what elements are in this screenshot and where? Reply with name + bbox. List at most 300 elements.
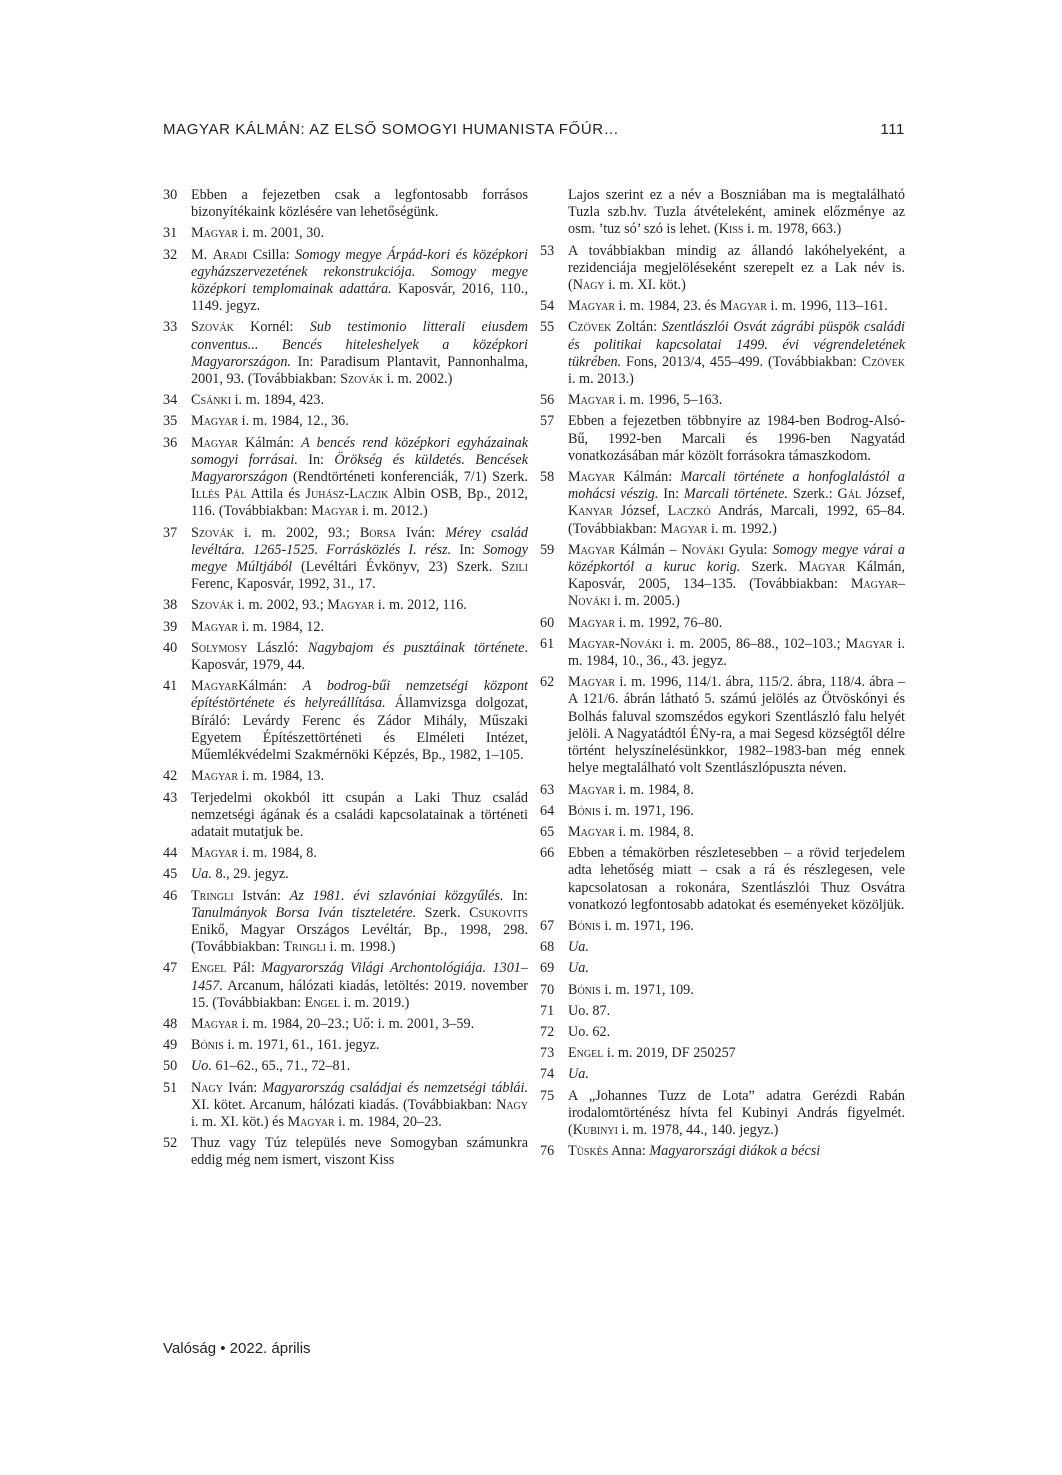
author-name: Engel (191, 960, 227, 977)
text-run: A „Johannes Tuzz de Lota” adatra Gerézdi Rabán irodalomtörténész hívta fel Kubinyi András figyelmét. ( (568, 1087, 905, 1138)
author-name: Magyar (287, 1113, 335, 1130)
footnote (163, 790, 528, 842)
footnote (540, 615, 905, 632)
text-run: i. m. 2002.) (383, 371, 453, 388)
author-name: Engel (304, 994, 340, 1011)
footnote-continuation (540, 187, 905, 239)
italic-title: Szentlászlói Osvát zágrábi püspök családi és politikai kapcsolatai 1499. évi végrendeletének tükrében. (568, 319, 906, 370)
text-run: Thuz vagy Túz település neve Somogyban számunkra eddig még nem ismert, viszont Kiss (191, 1135, 528, 1169)
footnote-text (568, 1066, 905, 1083)
text-run: Uo. 62. (568, 1023, 611, 1040)
footnote-text (568, 1003, 905, 1020)
footnote-text (191, 1037, 528, 1054)
footnote-number: 36 (163, 434, 178, 451)
text-run: i. m. 1971, 196. (600, 802, 694, 819)
footnote (540, 1143, 905, 1160)
text-run: Kálmán, Kaposvár, 2005, 134–135. (Továbbiakban: (568, 559, 905, 593)
author-name: Nagy (496, 1096, 528, 1113)
author-name: Magyar (191, 618, 239, 635)
footnote (163, 1058, 528, 1075)
author-name: Magyar (191, 1015, 239, 1032)
text-run: Kornél: (233, 319, 310, 336)
footnote-text (568, 319, 905, 388)
text-run: László: (247, 639, 308, 656)
footnote-number: 56 (540, 392, 555, 409)
footnote-number: 35 (163, 413, 178, 430)
author-name: Magyar (719, 298, 767, 315)
text-run: Arcanum, hálózati kiadás, letöltés: 2019. november 15. (Továbbiakban: (191, 977, 528, 1011)
text-run: Attila és (246, 486, 306, 503)
text-run: i. m. 1971, 61., 161. jegyz. (223, 1037, 380, 1054)
italic-title: Uo. (191, 1058, 212, 1075)
author-name: Czövek (861, 353, 905, 370)
text-run: Kálmán: (238, 434, 302, 451)
text-run: In: (658, 486, 684, 503)
footnote-number: 52 (163, 1135, 178, 1152)
footnote (540, 1088, 905, 1140)
text-run: i. m. 2005, 86–88., 102–103.; (662, 635, 846, 652)
footnote (163, 678, 528, 764)
footnote-text (568, 824, 905, 841)
footnote-number: 43 (163, 789, 178, 806)
footnote-number: 40 (163, 639, 178, 656)
text-run: i. m. 1984, 10., 36., 43. jegyz. (568, 635, 905, 670)
footnote (163, 187, 528, 221)
text-run: Csilla: (247, 246, 296, 263)
footnote (540, 782, 905, 799)
footnote (163, 640, 528, 674)
italic-title: Ua. (568, 1066, 589, 1083)
footnote-text (568, 413, 905, 465)
footnote-number: 54 (540, 298, 555, 315)
text-run: i. m. 2019, DF 250257 (603, 1045, 736, 1062)
author-name: Magyar (568, 674, 616, 691)
running-header (163, 121, 905, 145)
footnote-text (191, 1016, 528, 1033)
author-name: Czövek (568, 319, 612, 336)
text-run: Lajos szerint ez a név a Boszniában ma is megtalálható Tuzla szb.hv. Tuzla átvételeként, aminek előzménye az osm. ’tuz só’ szó is lehet. ( (568, 187, 905, 238)
author-name: Gál (837, 486, 862, 503)
author-name: Bónis (568, 917, 601, 934)
text-run: i. m. 1984, 12., 36. (238, 413, 349, 430)
footnote-text (568, 542, 905, 611)
footnote-number: 51 (163, 1079, 178, 1096)
italic-title: Tanulmányok Borsa Iván tiszteletére. (191, 904, 417, 921)
footnote (163, 1135, 528, 1169)
footnote-text (568, 615, 905, 632)
footnote (540, 392, 905, 409)
footnote-text (191, 640, 528, 674)
italic-title: Az 1981. évi szlavóniai közgyűlés. (289, 887, 504, 904)
author-name: Bónis (191, 1037, 224, 1054)
text-run: i. m. 1996, 114/1. ábra, 115/2. ábra, 118/4. ábra – A 121/6. ábrán látható 5. számú jelölés az Ötvöskónyi és Bolhás faluval szomszédos egykori Szentlászló falu helyét jelöli. A Nagyatádtól ÉNy-ra, a mai Segesd községtől délre történt helyszínelésünkkor, 1982–1983-ban még ennek helye megtalálható volt Szentlászlópuszta néven. (568, 674, 905, 777)
footnote (163, 1037, 528, 1054)
footnote-number: 65 (540, 823, 555, 840)
footnote (163, 1016, 528, 1033)
footnote-number: 64 (540, 802, 555, 819)
author-name: Szili (501, 559, 528, 576)
footnote-text (191, 960, 528, 1012)
footnote-number: 38 (163, 597, 178, 614)
italic-title: Magyarország Világi Archontológiája. 1301–1457. (191, 960, 528, 994)
footnote-number: 34 (163, 392, 178, 409)
footnote-number: 60 (540, 614, 555, 631)
text-run: Anna: (608, 1143, 650, 1160)
footnote (163, 619, 528, 636)
footnote-text (568, 782, 905, 799)
author-name: Magyar (568, 469, 616, 486)
footnote (540, 1045, 905, 1062)
text-run: Albin OSB, Bp., 2012, 116. (Továbbiakban: (191, 486, 528, 520)
text-run: Szerk. (416, 904, 470, 921)
italic-title: Örökség és küldetés. Bencések Magyarországon (191, 451, 529, 486)
text-run: András, Marcali, 1992, 65–84. (Továbbiakban: (568, 503, 905, 537)
author-name: Magyar (568, 298, 616, 315)
text-run: Iván: (222, 1079, 263, 1096)
author-name: Kiss (718, 221, 744, 238)
text-run: i. m. 1978, 44., 140. jegyz.) (617, 1121, 779, 1138)
author-name: Magyar (191, 225, 239, 242)
footnote (163, 247, 528, 316)
author-name: Bónis (568, 981, 601, 998)
footnotes-left-column (163, 187, 528, 1174)
italic-title: Somogy megye Árpád-kori és középkori egyházszervezetének rekonstrukciója. Somogy megye középkori templomainak adattára. (191, 246, 528, 298)
footnote-number: 45 (163, 866, 178, 883)
footnote-number: 30 (163, 187, 178, 203)
text-run: i. m. 2013.) (568, 371, 634, 388)
footnote (540, 803, 905, 820)
italic-title: Ua. (568, 960, 589, 977)
footnote-number: 72 (540, 1023, 555, 1040)
footnote (540, 824, 905, 841)
footnote (163, 413, 528, 430)
text-run: In: (297, 451, 335, 468)
text-run: Ferenc, Kaposvár, 1992, 31., 17. (191, 576, 376, 593)
footnote-text (191, 225, 528, 242)
text-run: Enikő, Magyar Országos Levéltár, Bp., 1998, 298. (Továbbiakban: (191, 921, 528, 956)
footer-publication: Valóság • 2022. április (163, 1340, 311, 1357)
footnote-number: 32 (163, 246, 178, 263)
author-name: Magyar (568, 614, 616, 631)
footnote (540, 939, 905, 956)
author-name: Bónis (568, 802, 601, 819)
text-run: Terjedelmi okokból itt csupán a Laki Thuz család nemzetségi ágának és a családi kapcsolatainak a történeti adatait mutatjuk be. (191, 789, 528, 840)
footnote-number: 50 (163, 1058, 178, 1075)
footnote-number: 66 (540, 845, 555, 862)
text-run: XI. kötet. Arcanum, hálózati kiadás. (Továbbiakban: (191, 1096, 497, 1113)
author-name: Magyar (568, 823, 616, 840)
footnote-number: 42 (163, 768, 178, 785)
text-run: (Rendtörténeti konferenciák, 7/1) Szerk. (287, 469, 528, 486)
author-name: Magyar (311, 503, 359, 520)
author-name: Nagy (191, 1079, 223, 1096)
author-name: Magyar (798, 559, 846, 576)
footnote-number: 41 (163, 678, 178, 695)
author-name: Magyar (191, 845, 239, 862)
footnote-text (568, 1024, 905, 1041)
author-name: Magyar–Nováki (568, 576, 905, 610)
author-name: Magyar (845, 635, 893, 652)
footnote-number: 53 (540, 242, 555, 259)
italic-title: Somogy megye várai a középkortól a kuruc korig. (568, 541, 905, 576)
footnote-text (191, 392, 528, 409)
author-name: Magyar (568, 392, 616, 409)
italic-title: Magyarország családjai és nemzetségi táblái. (262, 1079, 528, 1096)
footnote-text (568, 982, 905, 999)
footnote-text (191, 1135, 528, 1169)
text-run: Zoltán: (611, 319, 662, 336)
text-run: . Kaposvár, 1979, 44. (191, 639, 528, 674)
author-name: Magyar (191, 768, 239, 785)
text-run: A továbbiakban mindig az állandó lakóhelyeként, a rezidenciája megjelöléseként szerepelt ez a Lak név is. ( (568, 242, 905, 294)
text-run: i. m. 1998.) (325, 939, 396, 956)
italic-title: Ua. (191, 866, 212, 883)
footnote-number: 33 (163, 319, 178, 336)
text-run: Ebben a fejezetben többnyire az 1984-ben Bodrog-Alsó-Bű, 1992-ben Marcali és 1996-ben Nagyatád vonatkozásában már közölt forrásokra támaszkodom. (568, 413, 905, 464)
footnote-number: 55 (540, 319, 555, 336)
footnote-number: 31 (163, 225, 178, 242)
author-name: Szovák (191, 597, 234, 614)
text-run: (Levéltári Évkönyv, 23) Szerk. (292, 559, 502, 576)
footnote (163, 319, 528, 388)
footnote (540, 636, 905, 670)
text-run: Iván: (395, 524, 446, 541)
text-run: István: (233, 887, 290, 904)
text-run: i. m. 1984, 12. (238, 618, 324, 635)
footnote-text (191, 597, 528, 614)
footnote-text (191, 247, 528, 316)
author-name: Nagy (572, 277, 605, 294)
author-name: Magyar (568, 541, 616, 558)
text-run: Kálmán – (615, 541, 682, 558)
text-run: 61–62., 65., 71., 72–81. (211, 1058, 351, 1075)
text-run: Kálmán: (238, 678, 303, 695)
text-run: 8., 29. jegyz. (211, 866, 289, 883)
footnote (540, 319, 905, 388)
text-run: i. m. 1984, 20–23. (334, 1113, 442, 1130)
footnote-text (191, 790, 528, 842)
text-run: József, (612, 503, 668, 520)
footnote-number: 68 (540, 939, 555, 956)
author-name: Engel (568, 1045, 604, 1062)
author-name: Illés Pál (191, 486, 247, 503)
text-run: i. m. 1984, 8. (238, 845, 317, 862)
text-run: i. m. XI. köt.) és (191, 1113, 288, 1130)
footnote-text (191, 1080, 528, 1132)
author-name: Csánki (191, 392, 232, 409)
footnote (540, 1024, 905, 1041)
footnote-number: 57 (540, 413, 555, 430)
italic-title: Marcali története a honfoglalástól a mohácsi vészig. (568, 469, 905, 503)
footnote-text (568, 636, 905, 670)
text-run: Gyula: (724, 541, 773, 558)
footnote (540, 982, 905, 999)
text-run: i. m. 1971, 109. (600, 981, 694, 998)
footnote (163, 888, 528, 957)
italic-title: A bencés rend középkori egyházainak somogyi forrásai. (191, 434, 529, 468)
author-name: Magyar (191, 434, 239, 451)
text-run: i. m. 1992.) (707, 520, 777, 537)
footnote (540, 413, 905, 465)
text-run: i. m. 1996, 113–161. (766, 298, 888, 315)
footnote-text (568, 469, 905, 538)
author-name: Szovák (191, 524, 234, 541)
author-name: Laczkó (667, 503, 711, 520)
author-name: Borsa (359, 524, 396, 541)
footnote (540, 845, 905, 914)
footnote (540, 243, 905, 295)
footnote (163, 866, 528, 883)
footnote-number: 58 (540, 469, 555, 486)
author-name: Magyar (191, 678, 239, 695)
footnote (163, 392, 528, 409)
footnote-number: 70 (540, 981, 555, 998)
italic-title: Somogy megye Múltjából (191, 541, 529, 576)
author-name: Magyar-Nováki (568, 635, 663, 652)
footnote (163, 845, 528, 862)
text-run: i. m. 1984, 8. (615, 823, 694, 840)
author-name: Kanyar (568, 503, 613, 520)
author-name: Juhász-Laczik (305, 486, 389, 503)
text-run: i. m. 2002, 93.; (233, 597, 328, 614)
footnote (163, 435, 528, 521)
footnote-text (540, 187, 905, 239)
footnote (540, 960, 905, 977)
footnote-number: 76 (540, 1143, 555, 1160)
text-run: Kálmán: (615, 469, 681, 486)
text-run: i. m. 2002, 93.; (233, 524, 360, 541)
footnote-text (191, 845, 528, 862)
text-run: i. m. 1894, 423. (231, 392, 325, 409)
author-name: Szovák (340, 371, 384, 388)
footnote-number: 61 (540, 635, 555, 652)
italic-title: Marcali története. (683, 486, 788, 503)
footnote-number: 49 (163, 1037, 178, 1054)
author-name: Csukovits (469, 904, 528, 921)
text-run: i. m. 1984, 8. (615, 781, 694, 798)
footnote (163, 768, 528, 785)
footnote-text (191, 678, 528, 764)
footnote-number: 37 (163, 524, 178, 541)
text-run: i. m. 2019.) (340, 994, 410, 1011)
footnote-text (191, 435, 528, 521)
text-run: Szerk. (740, 559, 799, 576)
footnote-number: 62 (540, 674, 555, 691)
header-title: MAGYAR KÁLMÁN: AZ ELSŐ SOMOGYI HUMANISTA FŐÚR… (163, 121, 620, 138)
text-run: Ebben a fejezetben csak a legfontosabb forrásos bizonyítékaink közlésére van lehetőségünk. (191, 187, 528, 221)
footnote-text (568, 960, 905, 977)
author-name: Tringli (283, 939, 326, 956)
footnote-text (191, 768, 528, 785)
text-run: i. m. 1978, 663.) (743, 221, 842, 238)
italic-title: Magyarországi diákok a bécsi (649, 1143, 821, 1160)
footnote (540, 1066, 905, 1083)
footnote (163, 1080, 528, 1132)
text-run: In: (503, 887, 528, 904)
footnote-text (191, 888, 528, 957)
footnote-number: 48 (163, 1015, 178, 1032)
author-name: Nováki (681, 541, 725, 558)
text-run: i. m. 1992, 76–80. (615, 614, 723, 631)
text-run: i. m. 1971, 196. (600, 917, 694, 934)
author-name: Magyar (191, 413, 239, 430)
text-run: i. m. 1996, 5–163. (615, 392, 723, 409)
footnote-number: 73 (540, 1045, 555, 1062)
text-run: i. m. XI. köt.) (604, 277, 686, 294)
text-run: In: Paradisum Plantavit, Pannonhalma, 2001, 93. (Továbbiakban: (191, 353, 528, 388)
footnote-text (191, 619, 528, 636)
italic-title: Nagybajom és pusztáinak története (307, 639, 525, 656)
text-run: i. m. 1984, 23. és (615, 298, 720, 315)
footnote (163, 597, 528, 614)
footnote-text (568, 674, 905, 777)
author-name: Solymosy (191, 639, 248, 656)
text-run: i. m. 1984, 20–23.; Uő: i. m. 2001, 3–59. (238, 1015, 475, 1032)
author-name: Szovák (191, 319, 234, 336)
footnote-text (568, 1143, 905, 1160)
text-run: Fons, 2013/4, 455–499. (Továbbiakban: (621, 353, 862, 370)
author-name: Tringli (191, 887, 234, 904)
text-run: i. m. 2012.) (358, 503, 428, 520)
author-name: Magyar (327, 597, 375, 614)
footnote-number: 74 (540, 1066, 555, 1083)
footnote-text (191, 1058, 528, 1075)
footnote (540, 469, 905, 538)
footnote (540, 298, 905, 315)
author-name: Tüskés (568, 1143, 609, 1160)
author-name: Magyar (660, 520, 708, 537)
italic-title: Mérey család levéltára. 1265-1525. Forrásközlés I. rész. (191, 524, 528, 558)
footnote-number: 71 (540, 1002, 555, 1019)
footnote-text (191, 187, 528, 221)
text-run: Kaposvár, 2016, 110., 1149. jegyz. (191, 281, 528, 315)
text-run: Államvizsga dolgozat, Bíráló: Levárdy Ferenc és Zádor Mihály, Műszaki Egyetem Építészettörténeti és Elméleti Intézet, Műemlékvédelmi Szakmérnöki Képzés, Bp., 1982, 1–105. (191, 695, 529, 764)
text-run: In: (451, 541, 484, 558)
page-number: 111 (880, 121, 905, 138)
footnotes-right-column (540, 187, 905, 1164)
footnote-text (568, 803, 905, 820)
footnote-text (568, 1045, 905, 1062)
author-name: Kubinyi (572, 1121, 618, 1138)
text-run: József, (861, 486, 905, 503)
author-name: Aradi (212, 246, 248, 263)
footnote-text (191, 525, 528, 594)
italic-title: Sub testimonio litterali eiusdem conventus... Bencés hiteleshelyek a középkori Magyarországon. (191, 319, 528, 370)
italic-title: A bodrog-bűi nemzetségi központ építéstörténete és helyreállítása. (191, 678, 528, 712)
footnote-number: 69 (540, 960, 555, 977)
footnote-text (568, 298, 905, 315)
footnote-number: 44 (163, 845, 178, 862)
footnote-text (568, 939, 905, 956)
footnote (163, 525, 528, 594)
footnote-text (191, 866, 528, 883)
footnote (163, 960, 528, 1012)
text-run: Pál: (226, 960, 262, 977)
footnote-text (568, 1088, 905, 1140)
footnote (540, 918, 905, 935)
footnote (540, 1003, 905, 1020)
italic-title: Ua. (568, 939, 589, 956)
text-run: i. m. 1984, 13. (238, 768, 324, 785)
footnote-number: 75 (540, 1087, 555, 1104)
footnote-number: 39 (163, 618, 178, 635)
text-run: i. m. 2001, 30. (238, 225, 324, 242)
footnote (163, 225, 528, 242)
footnote (540, 542, 905, 611)
footnote (540, 674, 905, 777)
footnote-number: 46 (163, 887, 178, 904)
footnote-number: 67 (540, 917, 555, 934)
